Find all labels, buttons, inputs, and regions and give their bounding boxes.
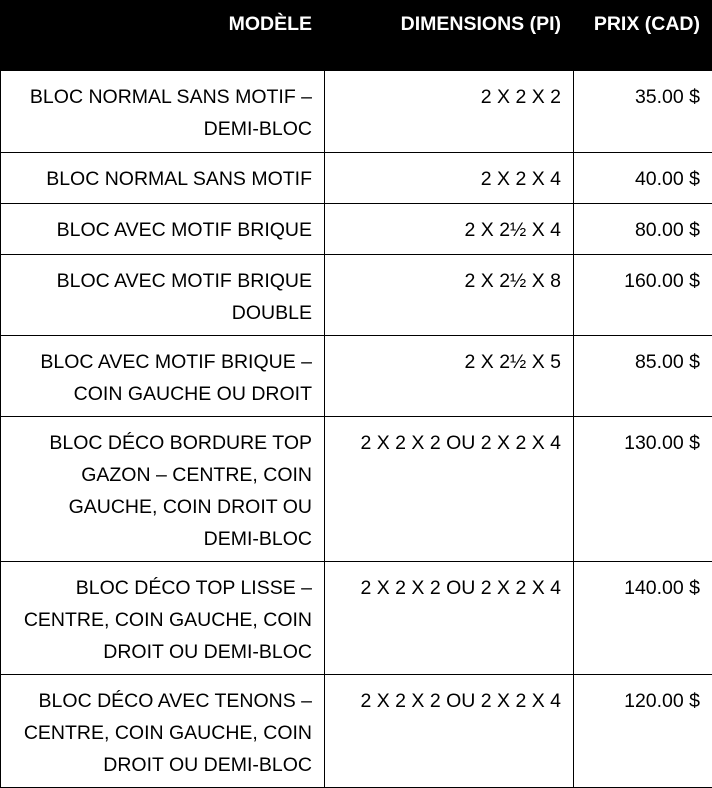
model-cell: BLOC DÉCO BORDURE TOP GAZON – CENTRE, COIN GAUCHE, COIN DROIT OU DEMI-BLOC — [1, 417, 325, 562]
model-cell: BLOC AVEC MOTIF BRIQUE – COIN GAUCHE OU DROIT — [1, 336, 325, 417]
dimensions-cell: 2 X 2 X 4 — [325, 153, 574, 204]
price-cell: 85.00 $ — [574, 336, 712, 417]
model-cell: BLOC NORMAL SANS MOTIF — [1, 153, 325, 204]
dimensions-cell: 2 X 2½ X 5 — [325, 336, 574, 417]
header-dimensions: DIMENSIONS (PI) — [325, 1, 574, 71]
table-row — [1, 71, 712, 153]
model-cell: BLOC AVEC MOTIF BRIQUE DOUBLE — [1, 255, 325, 336]
table-row — [1, 153, 712, 204]
dimensions-cell: 2 X 2 X 2 OU 2 X 2 X 4 — [325, 675, 574, 788]
table-row — [1, 417, 712, 562]
header-price: PRIX (CAD) — [574, 1, 712, 71]
dimensions-cell: 2 X 2½ X 4 — [325, 204, 574, 255]
price-cell: 130.00 $ — [574, 417, 712, 562]
dimensions-cell: 2 X 2 X 2 OU 2 X 2 X 4 — [325, 417, 574, 562]
table-row — [1, 204, 712, 255]
dimensions-cell: 2 X 2 X 2 OU 2 X 2 X 4 — [325, 562, 574, 675]
table-row — [1, 255, 712, 336]
price-cell: 160.00 $ — [574, 255, 712, 336]
table-header-row — [1, 1, 712, 71]
model-cell: BLOC AVEC MOTIF BRIQUE — [1, 204, 325, 255]
dimensions-cell: 2 X 2½ X 8 — [325, 255, 574, 336]
model-cell: BLOC DÉCO AVEC TENONS – CENTRE, COIN GAUCHE, COIN DROIT OU DEMI-BLOC — [1, 675, 325, 788]
price-cell: 140.00 $ — [574, 562, 712, 675]
model-cell: BLOC NORMAL SANS MOTIF – DEMI-BLOC — [1, 71, 325, 153]
model-cell: BLOC DÉCO TOP LISSE – CENTRE, COIN GAUCHE, COIN DROIT OU DEMI-BLOC — [1, 562, 325, 675]
table-row — [1, 675, 712, 788]
table-row — [1, 562, 712, 675]
price-cell: 35.00 $ — [574, 71, 712, 153]
price-cell: 40.00 $ — [574, 153, 712, 204]
header-model: MODÈLE — [1, 1, 325, 71]
dimensions-cell: 2 X 2 X 2 — [325, 71, 574, 153]
price-cell: 120.00 $ — [574, 675, 712, 788]
table-row — [1, 336, 712, 417]
price-cell: 80.00 $ — [574, 204, 712, 255]
